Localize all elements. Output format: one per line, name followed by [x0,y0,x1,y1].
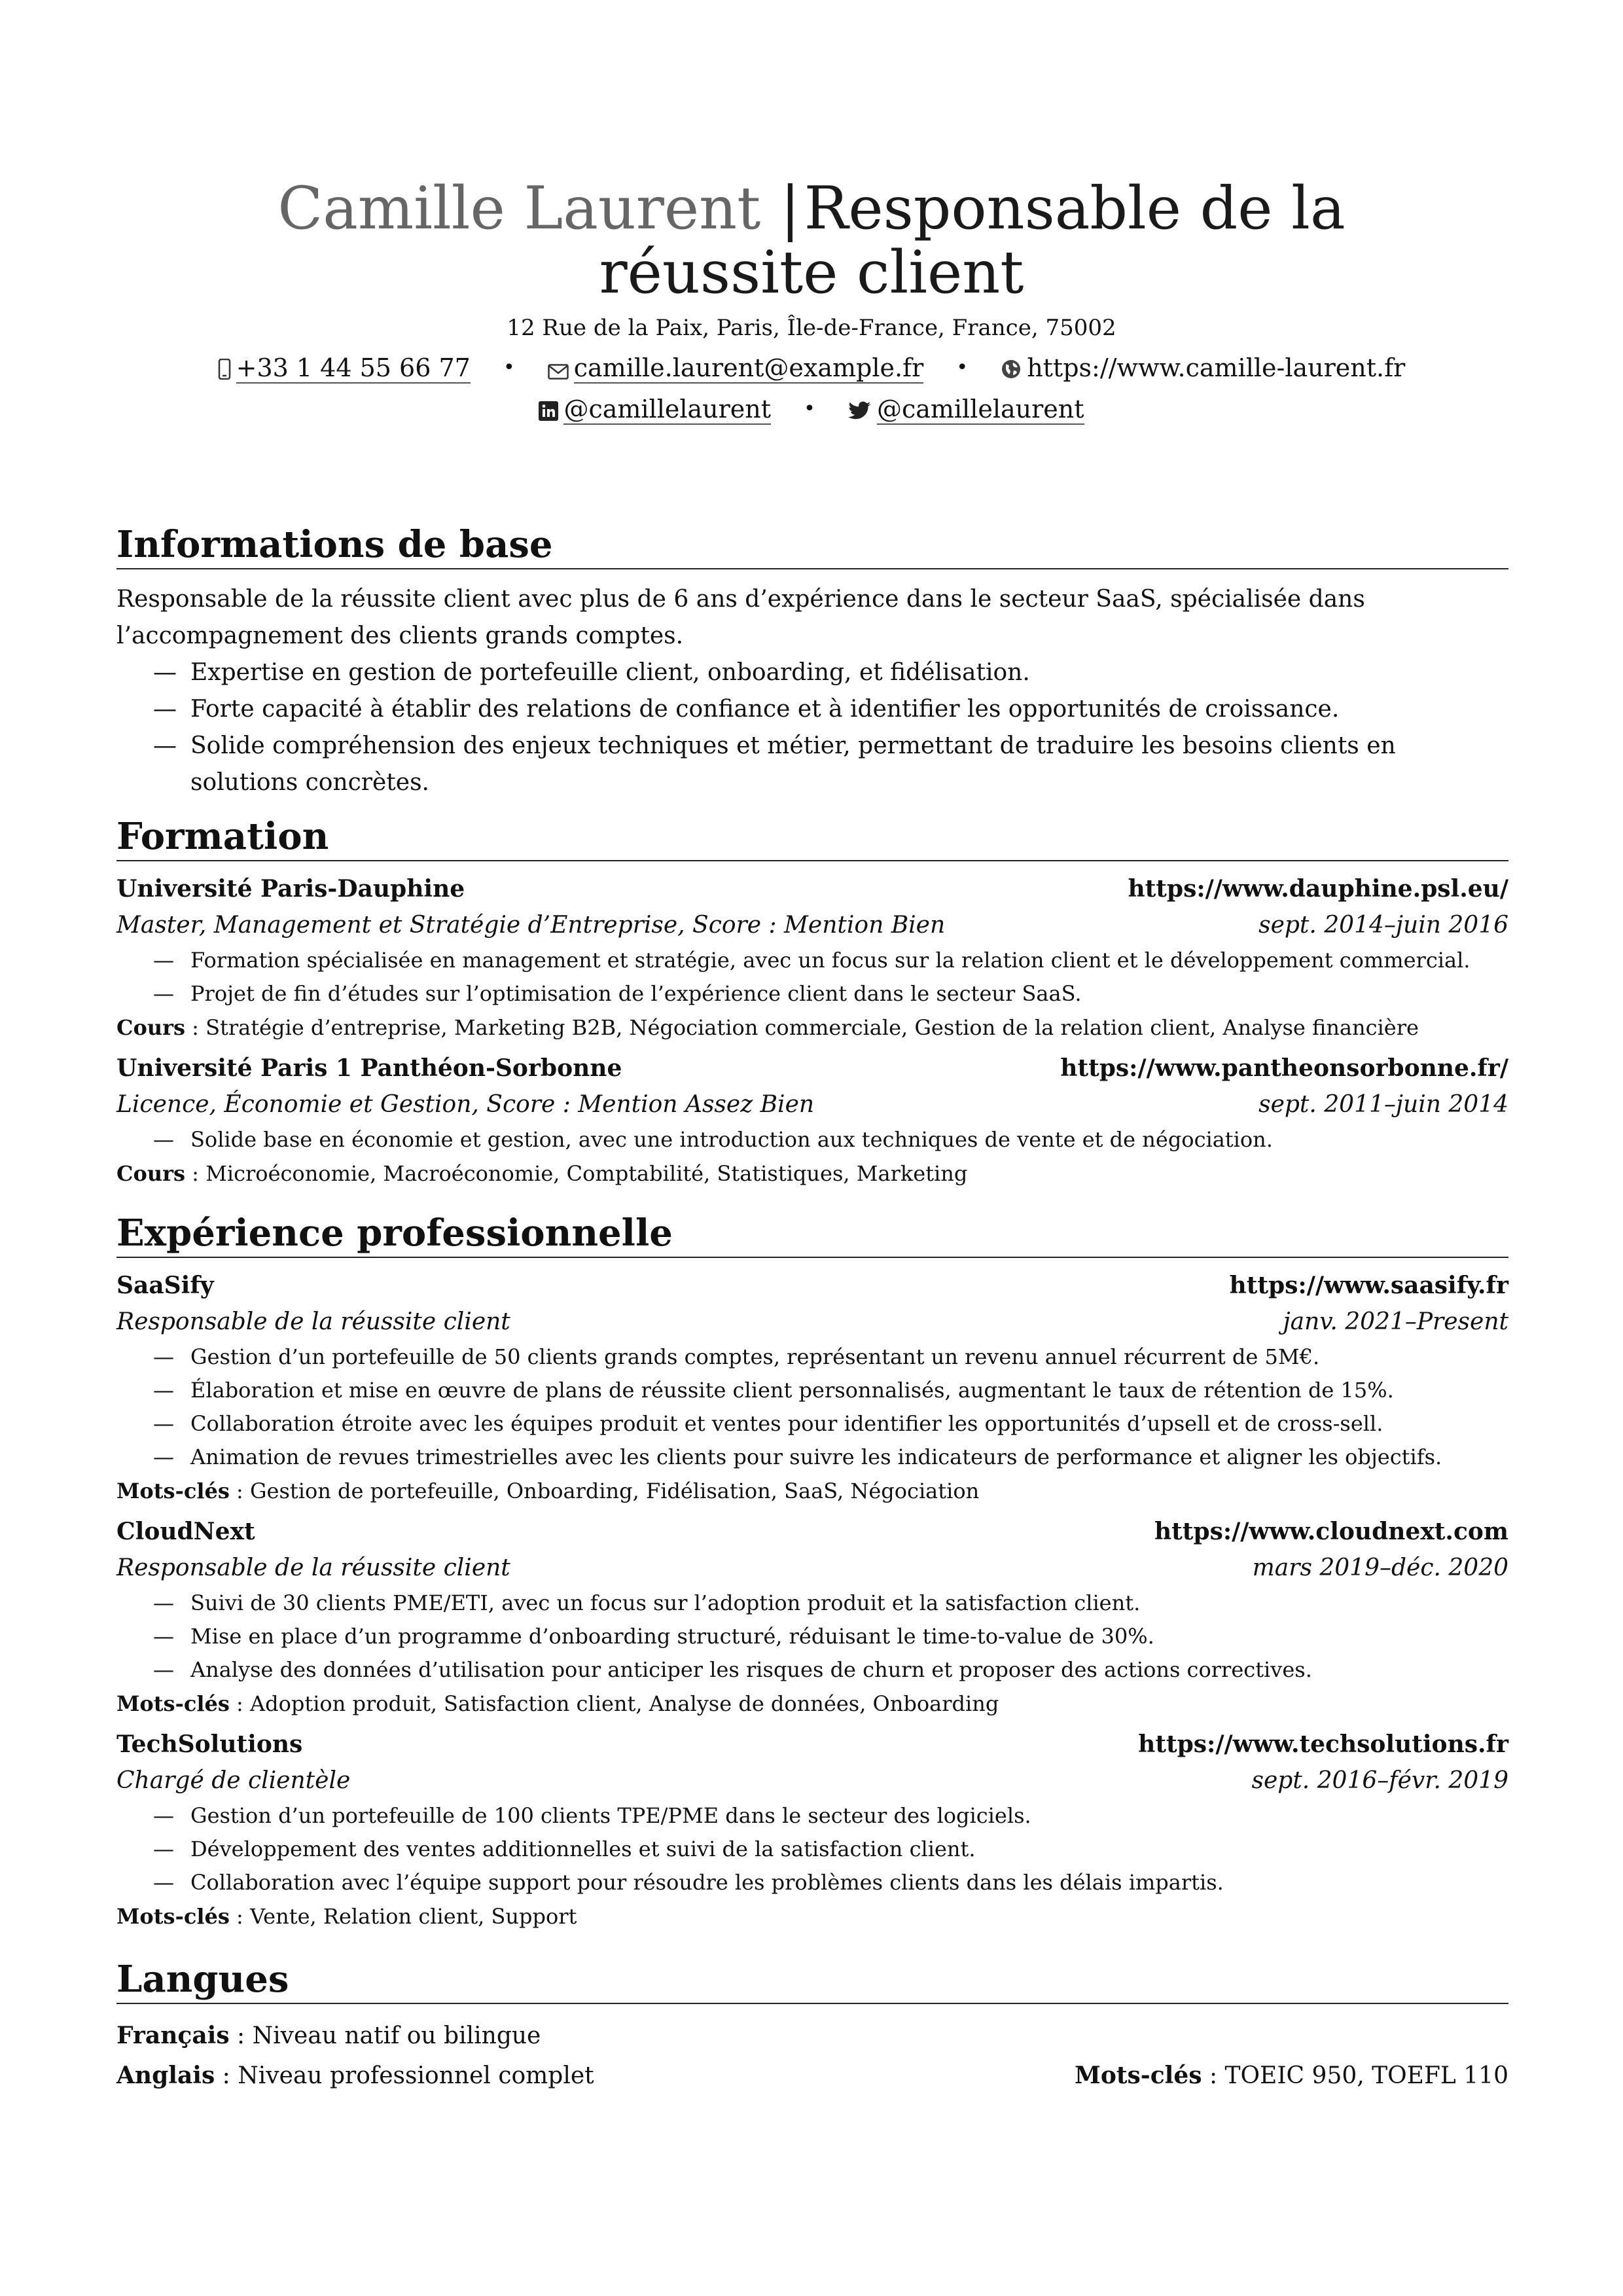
education-point: — Solide base en économie et gestion, avec une introduction aux techniques de vente et de négociation. [116,1123,1508,1157]
twitter-link[interactable] [848,389,1084,429]
school-name: Université Paris-Dauphine [116,875,465,903]
experience-entry [116,1267,1508,1508]
education-entry [116,870,1508,1045]
section-experience [116,1211,1508,1933]
twitter-handle: @camillelaurent [876,395,1084,423]
experience-point: — Gestion d’un portefeuille de 50 clients grands comptes, représentant un revenu annuel récurrent de 5M€. [116,1340,1508,1374]
courses-label: Cours [116,1161,185,1186]
summary-list [116,655,1508,801]
experience-point: — Suivi de 30 clients PME/ETI, avec un focus sur l’adoption produit et la satisfaction client. [116,1587,1508,1620]
company-name: CloudNext [116,1518,255,1545]
courses-line: Cours : Stratégie d’entreprise, Marketing B2B, Négociation commerciale, Gestion de la relation client, Analyse financière [116,1015,1419,1040]
job-dates: janv. 2021–Present [1283,1308,1508,1335]
courses-label: Cours [116,1015,185,1040]
education-points [116,944,1508,1011]
twitter-icon [848,401,872,421]
language-name: Français [116,2022,230,2049]
phone-link[interactable] [218,348,471,387]
section-title-summary: Informations de base [116,522,1508,569]
language-row: Anglais : Niveau professionnel complet Mots-clés : TOEIC 950, TOEFL 110 [116,2056,1508,2096]
section-education [116,814,1508,1191]
title-separator: | [780,174,800,243]
phone-number: +33 1 44 55 66 77 [236,353,471,382]
candidate-name: Camille Laurent [277,174,761,243]
linkedin-handle: @camillelaurent [563,395,772,423]
website-link[interactable] [1001,348,1405,387]
keywords-label: Mots-clés [116,1691,230,1716]
linkedin-link[interactable] [539,389,771,429]
company-url[interactable]: https://www.techsolutions.fr [1138,1731,1508,1758]
language-level: Niveau natif ou bilingue [252,2022,541,2049]
email-address: camille.laurent@example.fr [573,353,924,382]
contact-row-1 [0,346,1623,387]
section-summary [116,522,1508,801]
education-points [116,1123,1508,1157]
keywords-label: Mots-clés [116,1479,230,1503]
experience-point: — Élaboration et mise en œuvre de plans de réussite client personnalisés, augmentant le taux de rétention de 15%. [116,1374,1508,1407]
job-role: Responsable de la réussite client [116,1308,510,1335]
experience-point: — Analyse des données d’utilisation pour anticiper les risques de churn et proposer des actions correctives. [116,1653,1508,1687]
school-url[interactable]: https://www.pantheonsorbonne.fr/ [1060,1054,1508,1082]
contact-separator: • [503,355,515,379]
language-name: Anglais [116,2062,215,2089]
job-role: Chargé de clientèle [116,1767,351,1794]
language-level: Niveau professionnel complet [238,2062,594,2089]
keywords-line: Mots-clés : Adoption produit, Satisfaction client, Analyse de données, Onboarding [116,1691,999,1716]
school-name: Université Paris 1 Panthéon-Sorbonne [116,1054,622,1082]
experience-points [116,1799,1508,1899]
contact-separator: • [956,355,969,379]
keywords-line: Mots-clés : Vente, Relation client, Support [116,1904,577,1929]
education-point: — Formation spécialisée en management et stratégie, avec un focus sur la relation client et le développement commercial. [116,944,1508,977]
contact-separator: • [804,397,815,420]
summary-point: — Expertise en gestion de portefeuille client, onboarding, et fidélisation. [116,655,1508,691]
degree: Master, Management et Stratégie d’Entreprise, Score : Mention Bien [116,912,946,939]
company-url[interactable]: https://www.cloudnext.com [1154,1518,1508,1545]
education-entry [116,1050,1508,1191]
resume-header [0,174,1623,429]
keywords-list: Vente, Relation client, Support [249,1904,577,1929]
email-link[interactable] [548,348,924,387]
summary-point: — Solide compréhension des enjeux techniques et métier, permettant de traduire les besoins clients en solutions concrètes. [116,728,1508,801]
job-role: Responsable de la réussite client [116,1554,510,1581]
education-point: — Projet de fin d’études sur l’optimisation de l’expérience client dans le secteur SaaS. [116,977,1508,1011]
email-icon [548,364,569,380]
courses-list: Stratégie d’entreprise, Marketing B2B, Négociation commerciale, Gestion de la relation client, Analyse financière [205,1015,1419,1040]
job-title-line1: Responsable de la [804,174,1346,243]
degree: Licence, Économie et Gestion, Score : Mention Assez Bien [116,1091,815,1118]
school-url[interactable]: https://www.dauphine.psl.eu/ [1128,875,1508,903]
company-name: TechSolutions [116,1731,303,1758]
courses-line: Cours : Microéconomie, Macroéconomie, Comptabilité, Statistiques, Marketing [116,1161,968,1186]
experience-point: — Animation de revues trimestrielles avec les clients pour suivre les indicateurs de performance et aligner les objectifs. [116,1441,1508,1474]
experience-point: — Gestion d’un portefeuille de 100 clients TPE/PME dans le secteur des logiciels. [116,1799,1508,1833]
job-title-line2: réussite client [599,238,1024,307]
linkedin-icon [539,401,558,421]
keywords-list: Gestion de portefeuille, Onboarding, Fidélisation, SaaS, Négociation [249,1479,980,1503]
language-row: Français : Niveau natif ou bilingue [116,2022,541,2049]
contact-row-2 [0,387,1623,429]
experience-entry [116,1726,1508,1933]
experience-point: — Mise en place d’un programme d’onboarding structuré, réduisant le time-to-value de 30%. [116,1620,1508,1653]
language-keywords-list: TOEIC 950, TOEFL 110 [1224,2062,1508,2089]
section-languages [116,1957,1508,2096]
section-title-education: Formation [116,814,1508,861]
website-url: https://www.camille-laurent.fr [1027,353,1406,382]
experience-point: — Collaboration étroite avec les équipes produit et ventes pour identifier les opportunités d’upsell et de cross-sell. [116,1407,1508,1441]
section-title-languages: Langues [116,1957,1508,2004]
education-dates: sept. 2014–juin 2016 [1258,912,1508,939]
company-name: SaaSify [116,1272,214,1299]
keywords-line: Mots-clés : Gestion de portefeuille, Onboarding, Fidélisation, SaaS, Négociation [116,1479,980,1503]
phone-icon [218,359,231,380]
summary-point: — Forte capacité à établir des relations de confiance et à identifier les opportunités de croissance. [116,691,1508,728]
experience-entry [116,1513,1508,1721]
keywords-list: Adoption produit, Satisfaction client, Analyse de données, Onboarding [249,1691,999,1716]
experience-point: — Développement des ventes additionnelles et suivi de la satisfaction client. [116,1833,1508,1866]
globe-icon [1001,359,1022,380]
education-dates: sept. 2011–juin 2014 [1258,1091,1508,1118]
experience-points [116,1587,1508,1687]
address: 12 Rue de la Paix, Paris, Île-de-France, France, 75002 [507,315,1116,341]
keywords-label: Mots-clés [1075,2062,1202,2089]
experience-points [116,1340,1508,1474]
resume-title [0,174,1623,243]
experience-point: — Collaboration avec l’équipe support pour résoudre les problèmes clients dans les délais impartis. [116,1866,1508,1899]
company-url[interactable]: https://www.saasify.fr [1229,1272,1508,1299]
keywords-label: Mots-clés [116,1904,230,1929]
summary-text: Responsable de la réussite client avec plus de 6 ans d’expérience dans le secteur SaaS, spécialisée dans l’accompagnement des clients grands comptes. [116,586,1365,649]
courses-list: Microéconomie, Macroéconomie, Comptabilité, Statistiques, Marketing [205,1161,968,1186]
section-title-experience: Expérience professionnelle [116,1211,1508,1258]
job-dates: mars 2019–déc. 2020 [1252,1554,1508,1581]
language-keywords: Mots-clés : TOEIC 950, TOEFL 110 [1075,2062,1508,2089]
job-dates: sept. 2016–févr. 2019 [1251,1767,1508,1794]
